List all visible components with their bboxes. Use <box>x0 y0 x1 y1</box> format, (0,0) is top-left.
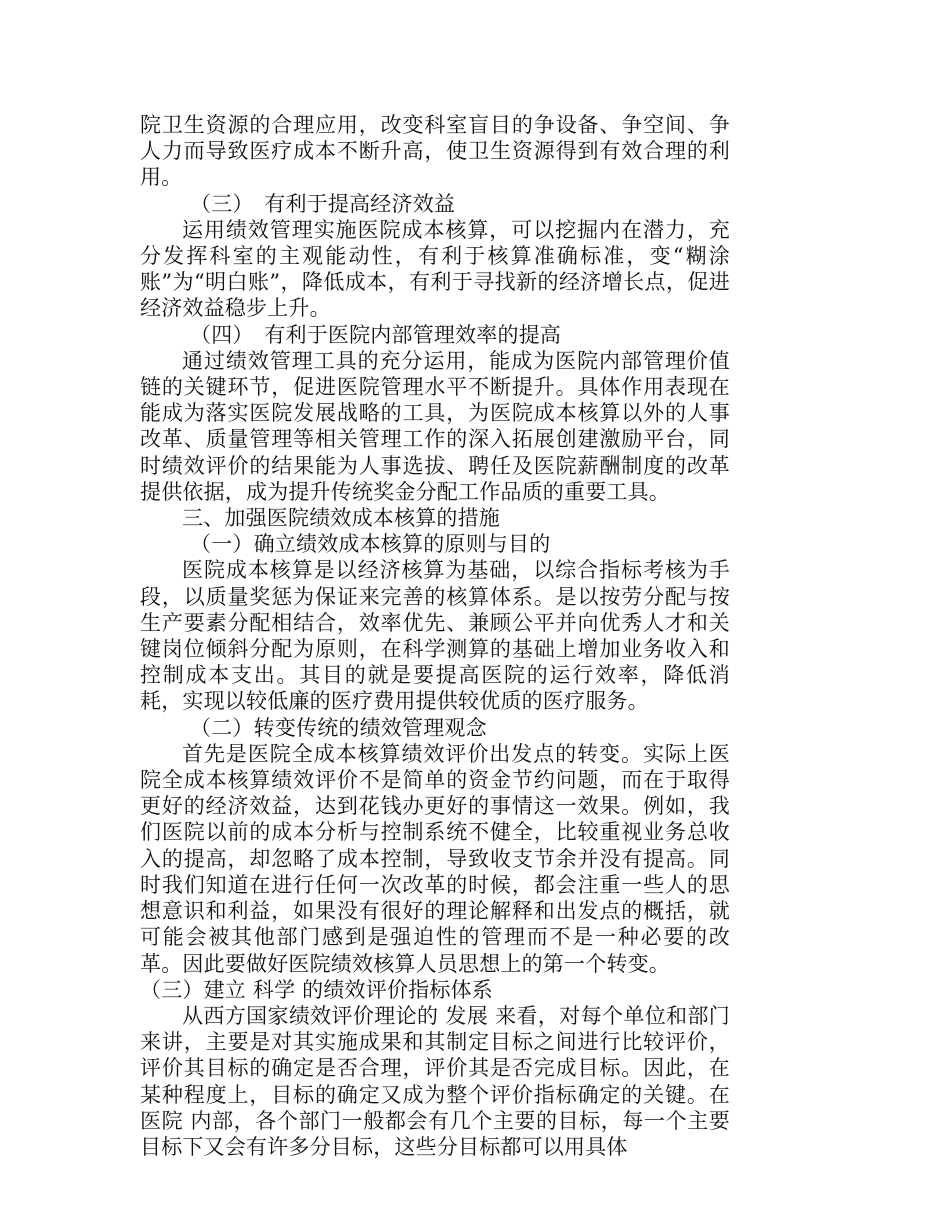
paragraph-continued: 院卫生资源的合理应用，改变科室盲目的争设备、争空间、争人力而导致医疗成本不断升高，使卫生资源得到有效合理的利用。 <box>140 113 730 190</box>
paragraph-indicator-system: 从西方国家绩效评价理论的 发展 来看，对每个单位和部门来讲，主要是对其实施成果和其制定目标之间进行比较评价，评价其目标的确定是否合理，评价其是否完成目标。因此，在某种程度上，目标的确定又成为整个评价指标确定的关键。在 医院 内部，各个部门一般都会有几个主要的目标，每一个主要目标下又会有许多分目标，这些分目标都可以用具体 <box>140 1003 730 1159</box>
subheading-principles: （一）确立绩效成本核算的原则与目的 <box>190 532 551 557</box>
paragraph-concept-change: 首先是医院全成本核算绩效评价出发点的转变。实际上医院全成本核算绩效评价不是简单的资金节约问题，而在于取得更好的经济效益，达到花钱办更好的事情这一效果。例如，我们医院以前的成本分析与控制系统不健全，比较重视业务总收入的提高，却忽略了成本控制，导致收支节余并没有提高。同时我们知道在进行任何一次改革的时候，都会注重一些人的思想意识和利益，如果没有很好的理论解释和出发点的概括，就可能会被其他部门感到是强迫性的管理而不是一种必要的改革。因此要做好医院绩效核算人员思想上的第一个转变。 <box>140 741 730 976</box>
section-heading-measures: 三、加强医院绩效成本核算的措施 <box>182 506 500 531</box>
paragraph-economic-benefit: 运用绩效管理实施医院成本核算，可以挖掘内在潜力，充分发挥科室的主观能动性，有利于核算准确标准，变“糊涂账”为“明白账”，降低成本，有利于寻找新的经济增长点，促进经济效益稳步上升。 <box>140 217 730 321</box>
document-body <box>140 112 730 1160</box>
subheading-benefit-efficiency: （四） 有利于医院内部管理效率的提高 <box>190 322 562 347</box>
subheading-benefit-economic: （三） 有利于提高经济效益 <box>190 191 456 216</box>
subheading-indicator-system: （三）建立 科学 的绩效评价指标体系 <box>140 977 493 1002</box>
paragraph-management-efficiency: 通过绩效管理工具的充分运用，能成为医院内部管理价值链的关键环节，促进医院管理水平不断提升。具体作用表现在能成为落实医院发展战略的工具，为医院成本核算以外的人事改革、质量管理等相关管理工作的深入拓展创建激励平台，同时绩效评价的结果能为人事选拔、聘任及医院薪酬制度的改革提供依据，成为提升传统奖金分配工作品质的重要工具。 <box>140 348 730 504</box>
subheading-concept-change: （二）转变传统的绩效管理观念 <box>190 715 487 740</box>
paragraph-principles: 医院成本核算是以经济核算为基础，以综合指标考核为手段，以质量奖惩为保证来完善的核算体系。是以按劳分配与按生产要素分配相结合，效率优先、兼顾公平并向优秀人才和关键岗位倾斜分配为原则，在科学测算的基础上增加业务收入和控制成本支出。其目的就是要提高医院的运行效率，降低消耗，实现以较低廉的医疗费用提供较优质的医疗服务。 <box>140 558 730 714</box>
